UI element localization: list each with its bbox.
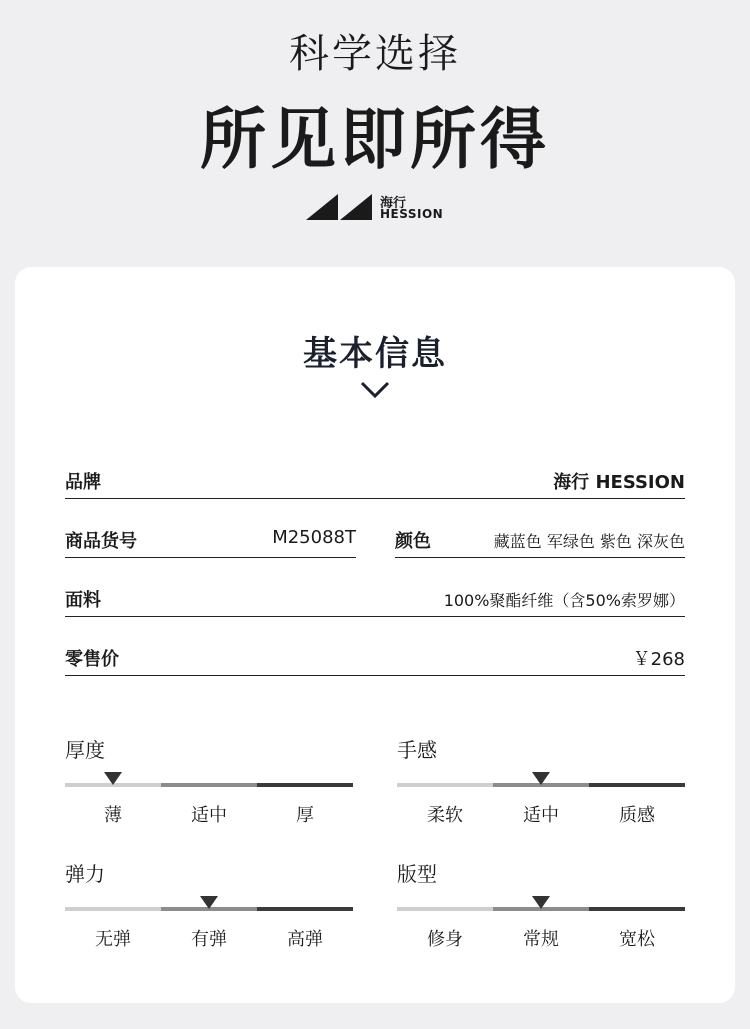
info-row-price [65, 645, 685, 676]
scale-fit [397, 907, 685, 950]
scale-option: 柔软 [427, 805, 463, 826]
sku-label: 商品货号 [65, 531, 137, 552]
fabric-value: 100%聚酯纤维（含50%索罗娜） [443, 591, 685, 610]
scale-option: 薄 [104, 805, 122, 826]
scale-segment [397, 907, 493, 911]
scale-segment [397, 783, 493, 787]
scale-hand-feel [397, 783, 685, 826]
scale-segment [161, 783, 257, 787]
logo-text-cn: 海行 [380, 196, 407, 211]
scale-option: 宽松 [619, 929, 655, 950]
scale-option: 适中 [191, 805, 227, 826]
info-row-brand [65, 468, 685, 499]
price-value: ￥268 [632, 649, 685, 670]
scale-thickness [65, 783, 353, 826]
header-title: 所见即所得 [200, 101, 550, 178]
info-card [15, 267, 735, 1003]
price-label: 零售价 [65, 649, 119, 670]
scale-option: 适中 [523, 805, 559, 826]
scale-marker-icon [104, 772, 122, 785]
brand-value: 海行 HESSION [553, 472, 685, 493]
section-title: 基本信息 [303, 334, 447, 374]
scale-segment [589, 783, 685, 787]
scale-option: 无弹 [95, 929, 131, 950]
info-row-sku [65, 527, 356, 558]
info-row-color [395, 527, 685, 558]
scale-segment [257, 907, 353, 911]
scale-title-fit: 版型 [397, 862, 437, 886]
fabric-label: 面料 [65, 590, 101, 611]
brand-logo [306, 192, 446, 224]
scale-segment [65, 907, 161, 911]
color-value: 藏蓝色 军绿色 紫色 深灰色 [493, 532, 685, 551]
scale-segment [589, 907, 685, 911]
scale-marker-icon [532, 772, 550, 785]
header-subtitle: 科学选择 [289, 31, 461, 77]
brand-label: 品牌 [65, 472, 101, 493]
scale-option: 高弹 [287, 929, 323, 950]
logo-text-en: HESSION [380, 207, 444, 221]
chevron-down-icon [359, 380, 391, 400]
scale-option: 质感 [619, 805, 655, 826]
logo-mark-icon [306, 192, 374, 222]
sku-value: M25088T [272, 527, 356, 548]
color-label: 颜色 [395, 531, 431, 552]
scale-option: 常规 [523, 929, 559, 950]
scale-segment [257, 783, 353, 787]
scale-option: 有弹 [191, 929, 227, 950]
scale-option: 厚 [296, 805, 314, 826]
scale-marker-icon [200, 896, 218, 909]
scale-elasticity [65, 907, 353, 950]
scale-option: 修身 [427, 929, 463, 950]
scale-title-hand-feel: 手感 [397, 738, 437, 762]
scale-title-thickness: 厚度 [65, 738, 105, 762]
info-row-fabric [65, 586, 685, 617]
scale-marker-icon [532, 896, 550, 909]
scale-title-elasticity: 弹力 [65, 862, 105, 886]
